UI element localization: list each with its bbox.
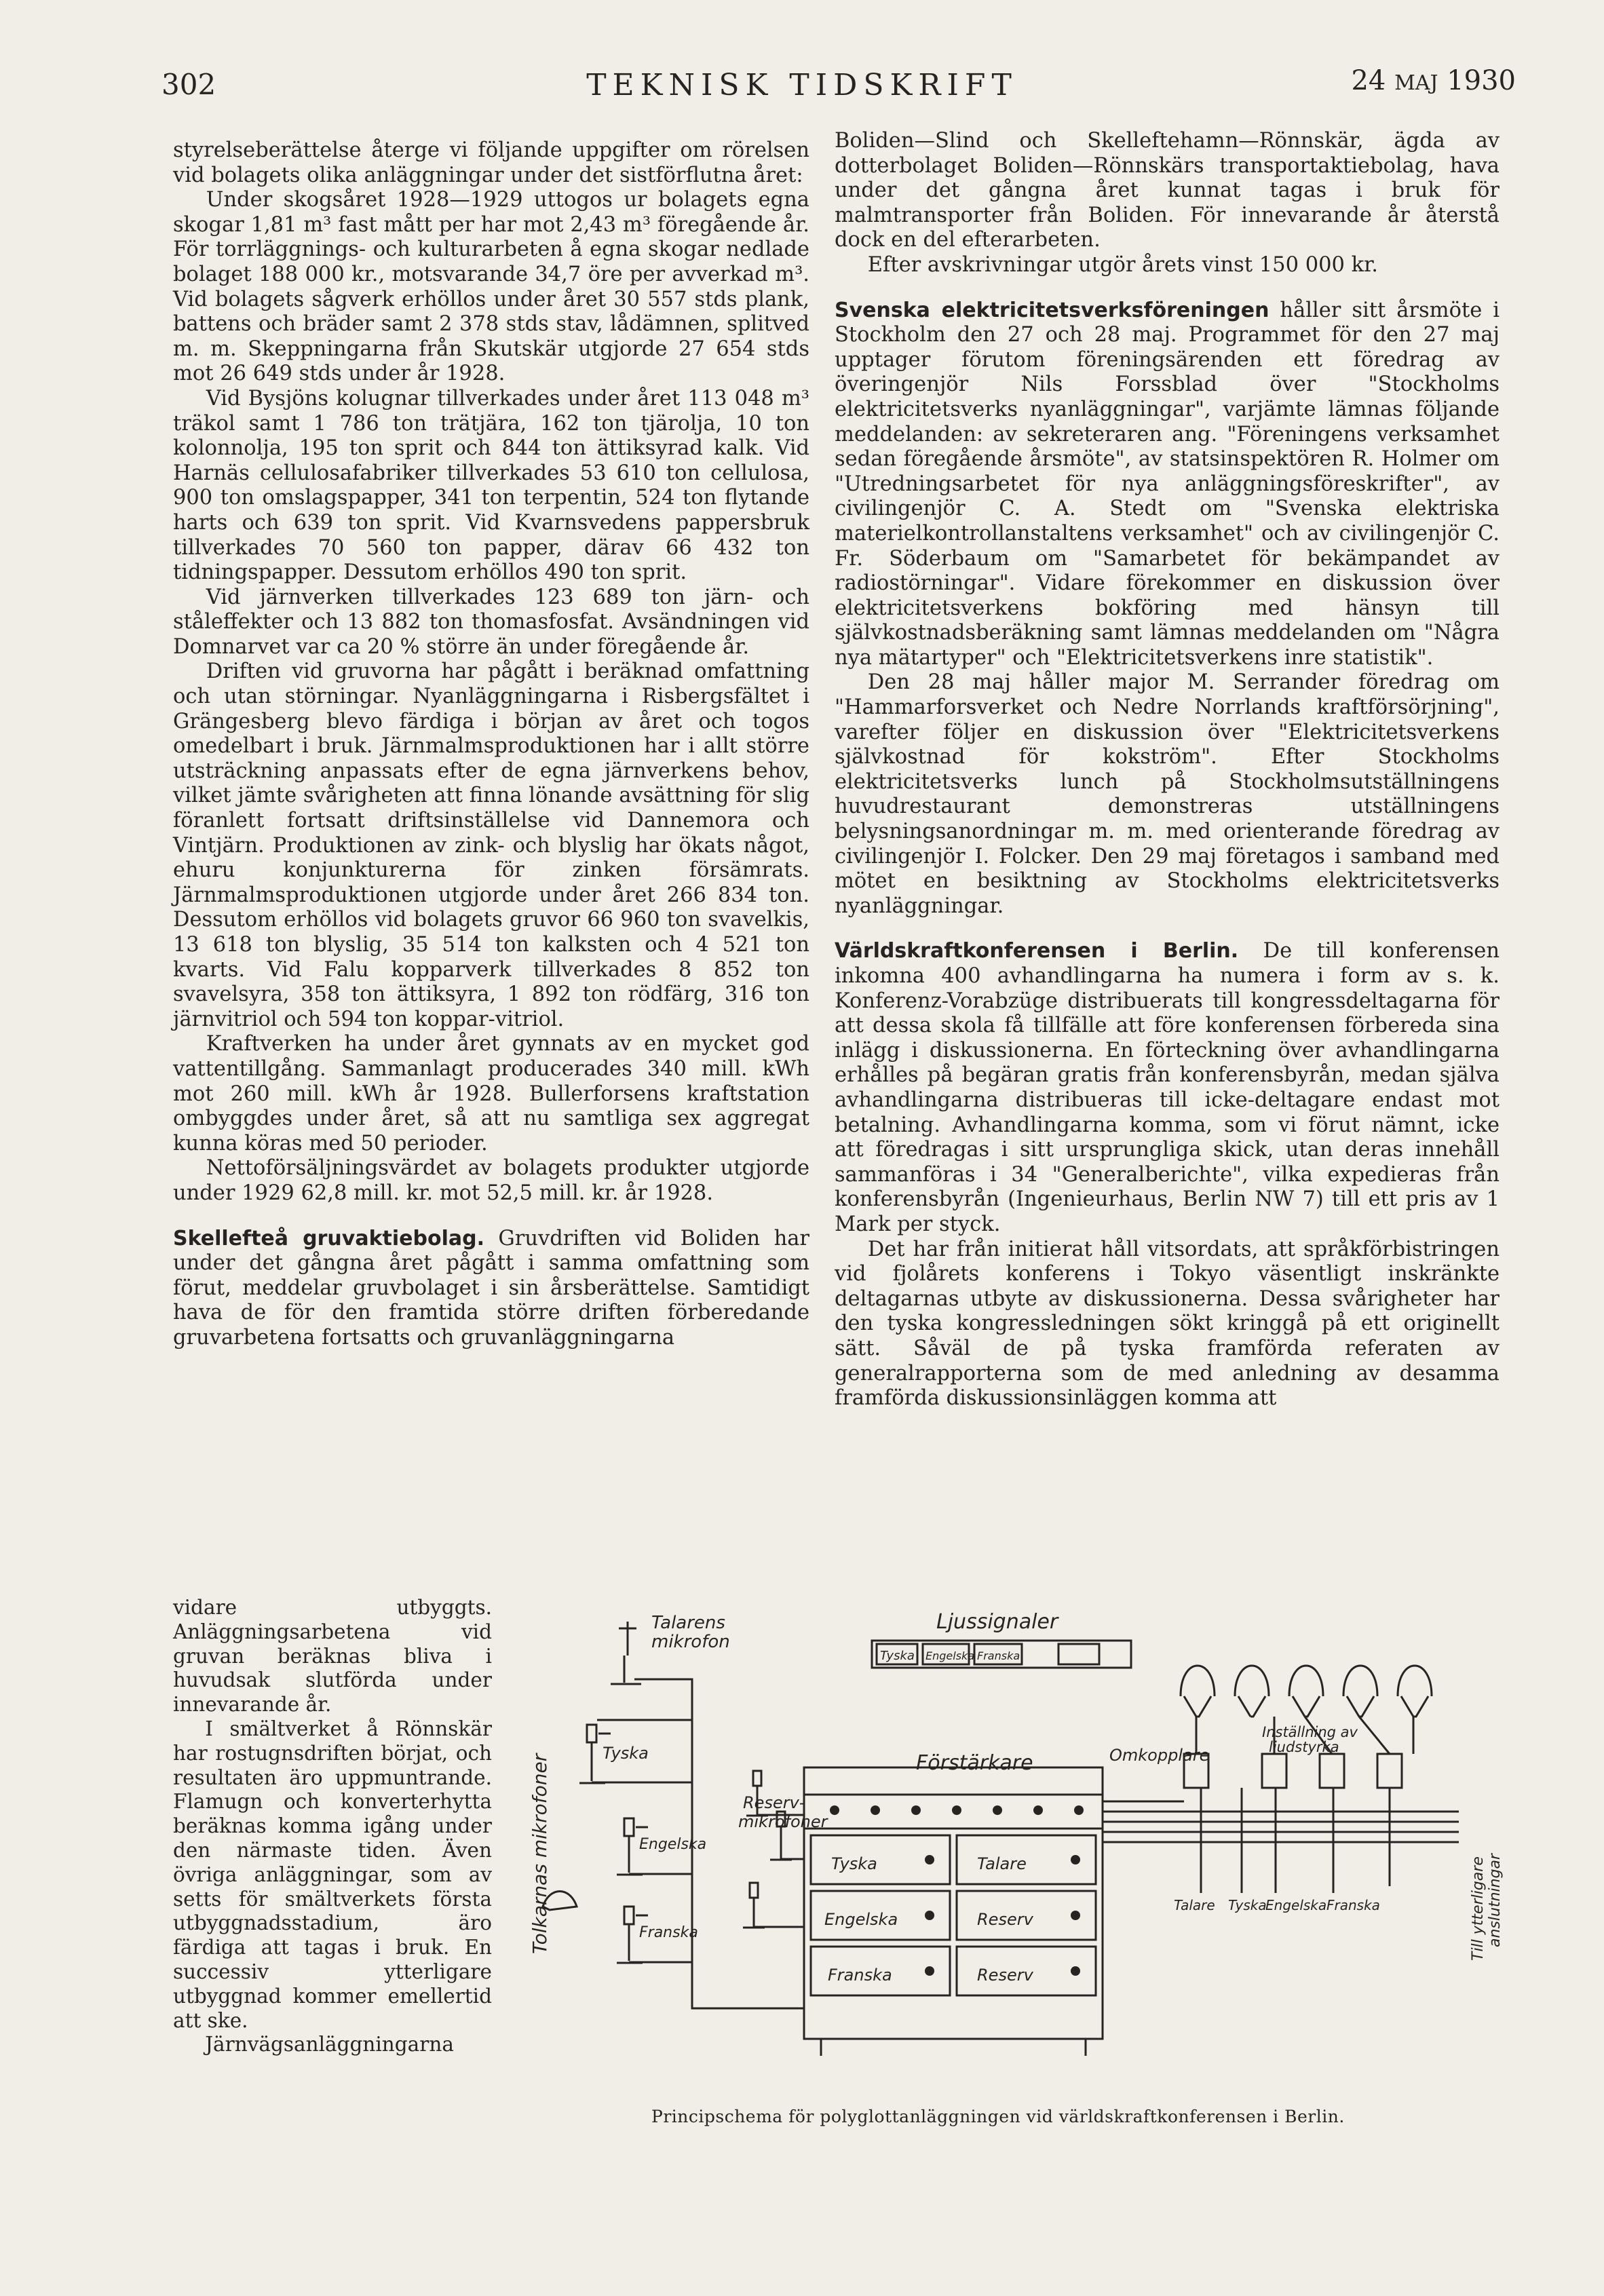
out-label-franska: Franska (1326, 1897, 1380, 1913)
left-column-paragraph: Driften vid gruvorna har pågått i beräknad omfattning och utan störningar. Nyanläggningarna i Risbergsfältet i Grängesberg blevo färdiga i början av året och togos omedelbart i bruk. Järnmalmsproduktionen har i allt större utsträckning anpassats efter de egna järnverkens behov, vilket jämte svårigheten att finna lönande avsättning för slig föranlett fortsatt driftsinställelse vid Dannemora och Vintjärn. Produktionen av zink- och blyslig har ökats något, ehuru konjunkturerna för zinken försämrats. Järnmalmsproduktionen utgjorde under året 266 834 ton. Dessutom erhöllos vid bolagets gruvor 66 960 ton svavelkis, 13 618 ton blyslig, 35 514 ton kalksten och 4 521 ton kvarts. Vid Falu kopparverk tillverkades 8 852 ton svavelsyra, 358 ton ättiksyra, 1 892 ton rödfärg, 316 ton järnvitriol och 594 ton koppar-vitriol. (173, 659, 809, 1031)
out-label-engelska: Engelska (1265, 1897, 1327, 1913)
varldskraft-paragraph (835, 939, 1500, 1237)
signal-label-franska: Franska (977, 1649, 1020, 1662)
right-paragraphs (835, 129, 1500, 278)
cabinet-feet (821, 2039, 1086, 2056)
mic-label-engelska: Engelska (639, 1836, 707, 1853)
right-column-paragraph: Efter avskrivningar utgör årets vinst 150 000 kr. (867, 252, 1379, 277)
label-reserv: Reserv- (743, 1793, 805, 1812)
issue-date (1351, 65, 1516, 113)
journal-title: TEKNISK TIDSKRIFT (586, 68, 1018, 102)
label-anslutningar: anslutningar (1487, 1853, 1504, 1947)
panel-label-tyska: Tyska (831, 1854, 877, 1873)
speaker-microphone (611, 1622, 641, 1684)
label-mikrofon: mikrofon (651, 1632, 730, 1652)
left-column (173, 138, 809, 1351)
right-column-paragraph: Boliden—Slind och Skelleftehamn—Rönnskär, ägda av dotterbolaget Boliden—Rönnskärs transportaktiebolag, hava under det gångna året kunnat tagas i bruk för malmtransporter från Boliden. För innevarande år återstå dock en del efterarbeten. (835, 129, 1500, 252)
label-till-ytterligare: Till ytterligare (1470, 1856, 1487, 1961)
svenska-paragraph (835, 299, 1500, 671)
switch-box-2 (1262, 1754, 1286, 1788)
polyglot-schematic (522, 1608, 1513, 2110)
varldskraft-paragraph-2: Det har från initierat håll vitsordats, att språkförbistringen vid fjolårets konferens i Tokyo väsentligt inskränkte deltagarnas utbyte av diskussionerna. Dessa svårigheter har den tyska kongressledningen sökt kringgå på ett originellt sätt. Såväl de på tyska framförda referaten av generalrapporterna som de med anledning av desamma framförda diskussionsinläggen komma att (835, 1237, 1500, 1411)
date-year: 1930 (1447, 65, 1516, 96)
svenska-paragraph-2: Den 28 maj håller major M. Serrander föredrag om "Hammarforsverket och Nedre Norrlands kraftförsörjning", varefter följer en diskussion över "Elektricitetsverkens självkostnad för kokström". Efter Stockholms elektricitetsverks lunch på Stockholmsutställningens huvudrestaurant demonstreras utställningens belysningsanordningar m. m. med orienterande föredrag av civilingenjör I. Folcker. Den 29 maj företagos i samband med mötet en besiktning av Stockholms elektricitetsverks nyanläggningar. (835, 670, 1500, 918)
output-ticks (1201, 1886, 1333, 1893)
left-column-paragraph: Under skogsåret 1928—1929 uttogos ur bolagets egna skogar 1,81 m³ fast mått per har mot 2,43 m³ föregående år. För torrläggnings- och kulturarbeten å egna skogar nedlade bolaget 188 000 kr., motsvarande 34,7 öre per avverkad m³. Vid bolagets sågverk erhöllos under året 30 557 stds plank, battens och bräder samt 2 378 stds stav, lådämnen, splitved m. m. Skeppningarna från Skutskär utgjorde 27 654 stds mot 26 649 stds under år 1928. (173, 188, 809, 386)
mic-label-tyska: Tyska (603, 1744, 649, 1763)
switch-box-3 (1320, 1754, 1344, 1788)
left-column-paragraph: Vid Bysjöns kolugnar tillverkades under året 113 048 m³ träkol samt 1 786 ton trätjära, 162 ton tjärolja, 10 ton kolonnolja, 195 ton sprit och 844 ton ättiksyrad kalk. Vid Harnäs cellulosafabriker tillverkades 53 610 ton cellulosa, 900 ton omslagspapper, 341 ton terpentin, 524 ton flytande harts och 639 ton sprit. Vid Kvarnsvedens pappersbruk tillverkades 70 560 ton papper, därav 66 432 ton tidningspapper. Dessutom erhöllos 490 ton sprit. (173, 386, 809, 585)
panel-label-franska: Franska (828, 1966, 892, 1985)
left-column-paragraph: Vid järnverken tillverkades 123 689 ton järn- och ståleffekter och 13 882 ton thomasfosfat. Avsändningen vid Domnarvet var ca 20 % större än under föregående år. (173, 585, 809, 659)
panel-label-reserv2: Reserv (977, 1966, 1033, 1985)
left-column-paragraph: Nettoförsäljningsvärdet av bolagets produkter utgjorde under 1929 62,8 mill. kr. mot 52,5 mill. kr. år 1928. (173, 1156, 809, 1205)
skelleftea-heading: Skellefteå gruvaktiebolag. (173, 1226, 484, 1250)
left-column-paragraph: styrelseberättelse återge vi följande uppgifter om rörelsen vid bolagets olika anläggningar under det sistförflutna året: (173, 138, 809, 187)
label-talarens: Talarens (651, 1613, 725, 1633)
panel-label-talare: Talare (977, 1854, 1027, 1873)
narrow-column (173, 1596, 492, 2057)
label-tolkarnas: Tolkarnas mikrofoner (529, 1753, 551, 1954)
right-column (835, 129, 1500, 1411)
skelleftea-paragraph (173, 1227, 809, 1351)
signal-label-tyska: Tyska (880, 1649, 915, 1663)
date-day: 24 (1351, 65, 1386, 96)
svenska-heading: Svenska elektricitetsverksföreningen (835, 298, 1269, 322)
label-omkopplare: Omkopplare (1109, 1746, 1210, 1765)
varldskraft-heading: Världskraftkonferensen i Berlin. (835, 939, 1239, 963)
narrow-column-paragraph: I smältverket å Rönnskär har rostugnsdriften börjat, och resultaten äro uppmuntrande. Flamugn och konverterhytta beräknas komma igång under den närmaste tiden. Även övriga anläggningar, som av setts för smältverkets första utbyggnadsstadium, äro färdiga att tagas i bruk. En successiv ytterligare utbyggnad kommer emellertid att ske. (173, 1717, 492, 2032)
figure-caption: Principschema för polyglottanläggningen vid världskraftkonferensen i Berlin. (651, 2107, 1345, 2126)
varldskraft-lead: De till konferensen inkomna 400 avhandlingarna ha numera i form av s. k. Konferenz-Vorabzüge distribuerats till kongressdeltagarna för att dessa skola få tillfälle att före konferensen förbereda sina inlägg i diskussionerna. En förteckning över avhandlingarna erhålles på begäran gratis från konferensbyrån, medan själva avhandlingarna distribueras till icke-deltagare endast mot betalning. Avhandlingarna komma, som vi förut nämnt, icke att föredragas i sitt ursprungliga skick, utan deras innehåll sammanföras i 34 "Generalberichte", vilka expedieras från konferensbyrån (Ingenieurhaus, Berlin NW 7) till ett pris av 1 Mark per styck. (835, 939, 1500, 1236)
output-drops (1201, 1788, 1390, 1886)
panel-label-engelska: Engelska (824, 1910, 898, 1929)
narrow-column-paragraph: vidare utbyggts. Anläggningsarbetena vid gruvan beräknas bliva i huvudsak slutförda under innevarande år. (173, 1596, 492, 1717)
headphone-icon (1181, 1666, 1432, 1717)
switch-box-4 (1377, 1754, 1402, 1788)
label-ljussignaler: Ljussignaler (936, 1610, 1058, 1634)
svenska-lead: håller sitt årsmöte i Stockholm den 27 och 28 maj. Programmet för den 27 maj upptager förutom föreningsärenden ett föredrag av överingenjör Nils Forssblad över "Stockholms elektricitetsverks nyanläggningar", varjämte lämnas följande meddelanden: av sekreteraren ang. "Föreningens verksamhet sedan föregående årsmöte", av statsinspektören R. Holmer om "Utredningsarbetet för nya anläggningsföreskrifter", av civilingenjör C. A. Stedt om "Svenska elektriska materielkontrollanstaltens verksamhet" och av civilingenjör C. Fr. Söderbaum om "Samarbetet för bekämpandet av radiostörningar". Vidare förekommer en diskussion över elektricitetsverkens bokföring med hänsyn till självkostnadsberäkning samt lämnas meddelanden om "Några nya mätartyper" och "Elektricitetsverkens inre statistik". (835, 298, 1500, 670)
skelleftea-lead: Gruvdriften vid Boliden har under det gångna året pågått i samma omfattning som förut, meddelar gruvbolaget i sin årsberättelse. Samtidigt hava de för den framtida större driften förberedande gruvarbetena fortsatts och gruvanläggningarna (173, 1226, 809, 1350)
wire-reserve (754, 1815, 804, 1927)
label-ljudstyrka: ljudstyrka (1269, 1739, 1339, 1755)
label-installning: Inställning av (1262, 1724, 1358, 1740)
label-mikrofoner: mikrofoner (738, 1812, 828, 1831)
out-label-tyska: Tyska (1228, 1897, 1267, 1913)
out-label-talare: Talare (1174, 1897, 1215, 1913)
page-number: 302 (161, 68, 216, 101)
signal-lamp-extra (1058, 1644, 1099, 1664)
mic-label-franska: Franska (639, 1924, 698, 1941)
output-bus (1103, 1801, 1445, 1842)
date-month: MAJ (1394, 71, 1438, 95)
signal-label-engelska: Engelska (925, 1649, 975, 1662)
left-paragraphs (173, 138, 809, 1206)
reserve-mic-3-icon (743, 1883, 765, 1928)
panel-label-reserv1: Reserv (977, 1910, 1033, 1929)
label-forstarkare: Förstärkare (916, 1751, 1033, 1775)
left-column-paragraph: Kraftverken ha under året gynnats av en mycket god vattentillgång. Sammanlagt producerades 340 mill. kWh mot 260 mill. kWh år 1928. Bullerforsens kraftstation ombyggdes under året, så att nu samtliga sex aggregat kunna köras med 50 perioder. (173, 1032, 809, 1155)
narrow-column-paragraph: Järnvägsanläggningarna (205, 2033, 454, 2056)
extra-connections (1432, 1812, 1459, 1842)
